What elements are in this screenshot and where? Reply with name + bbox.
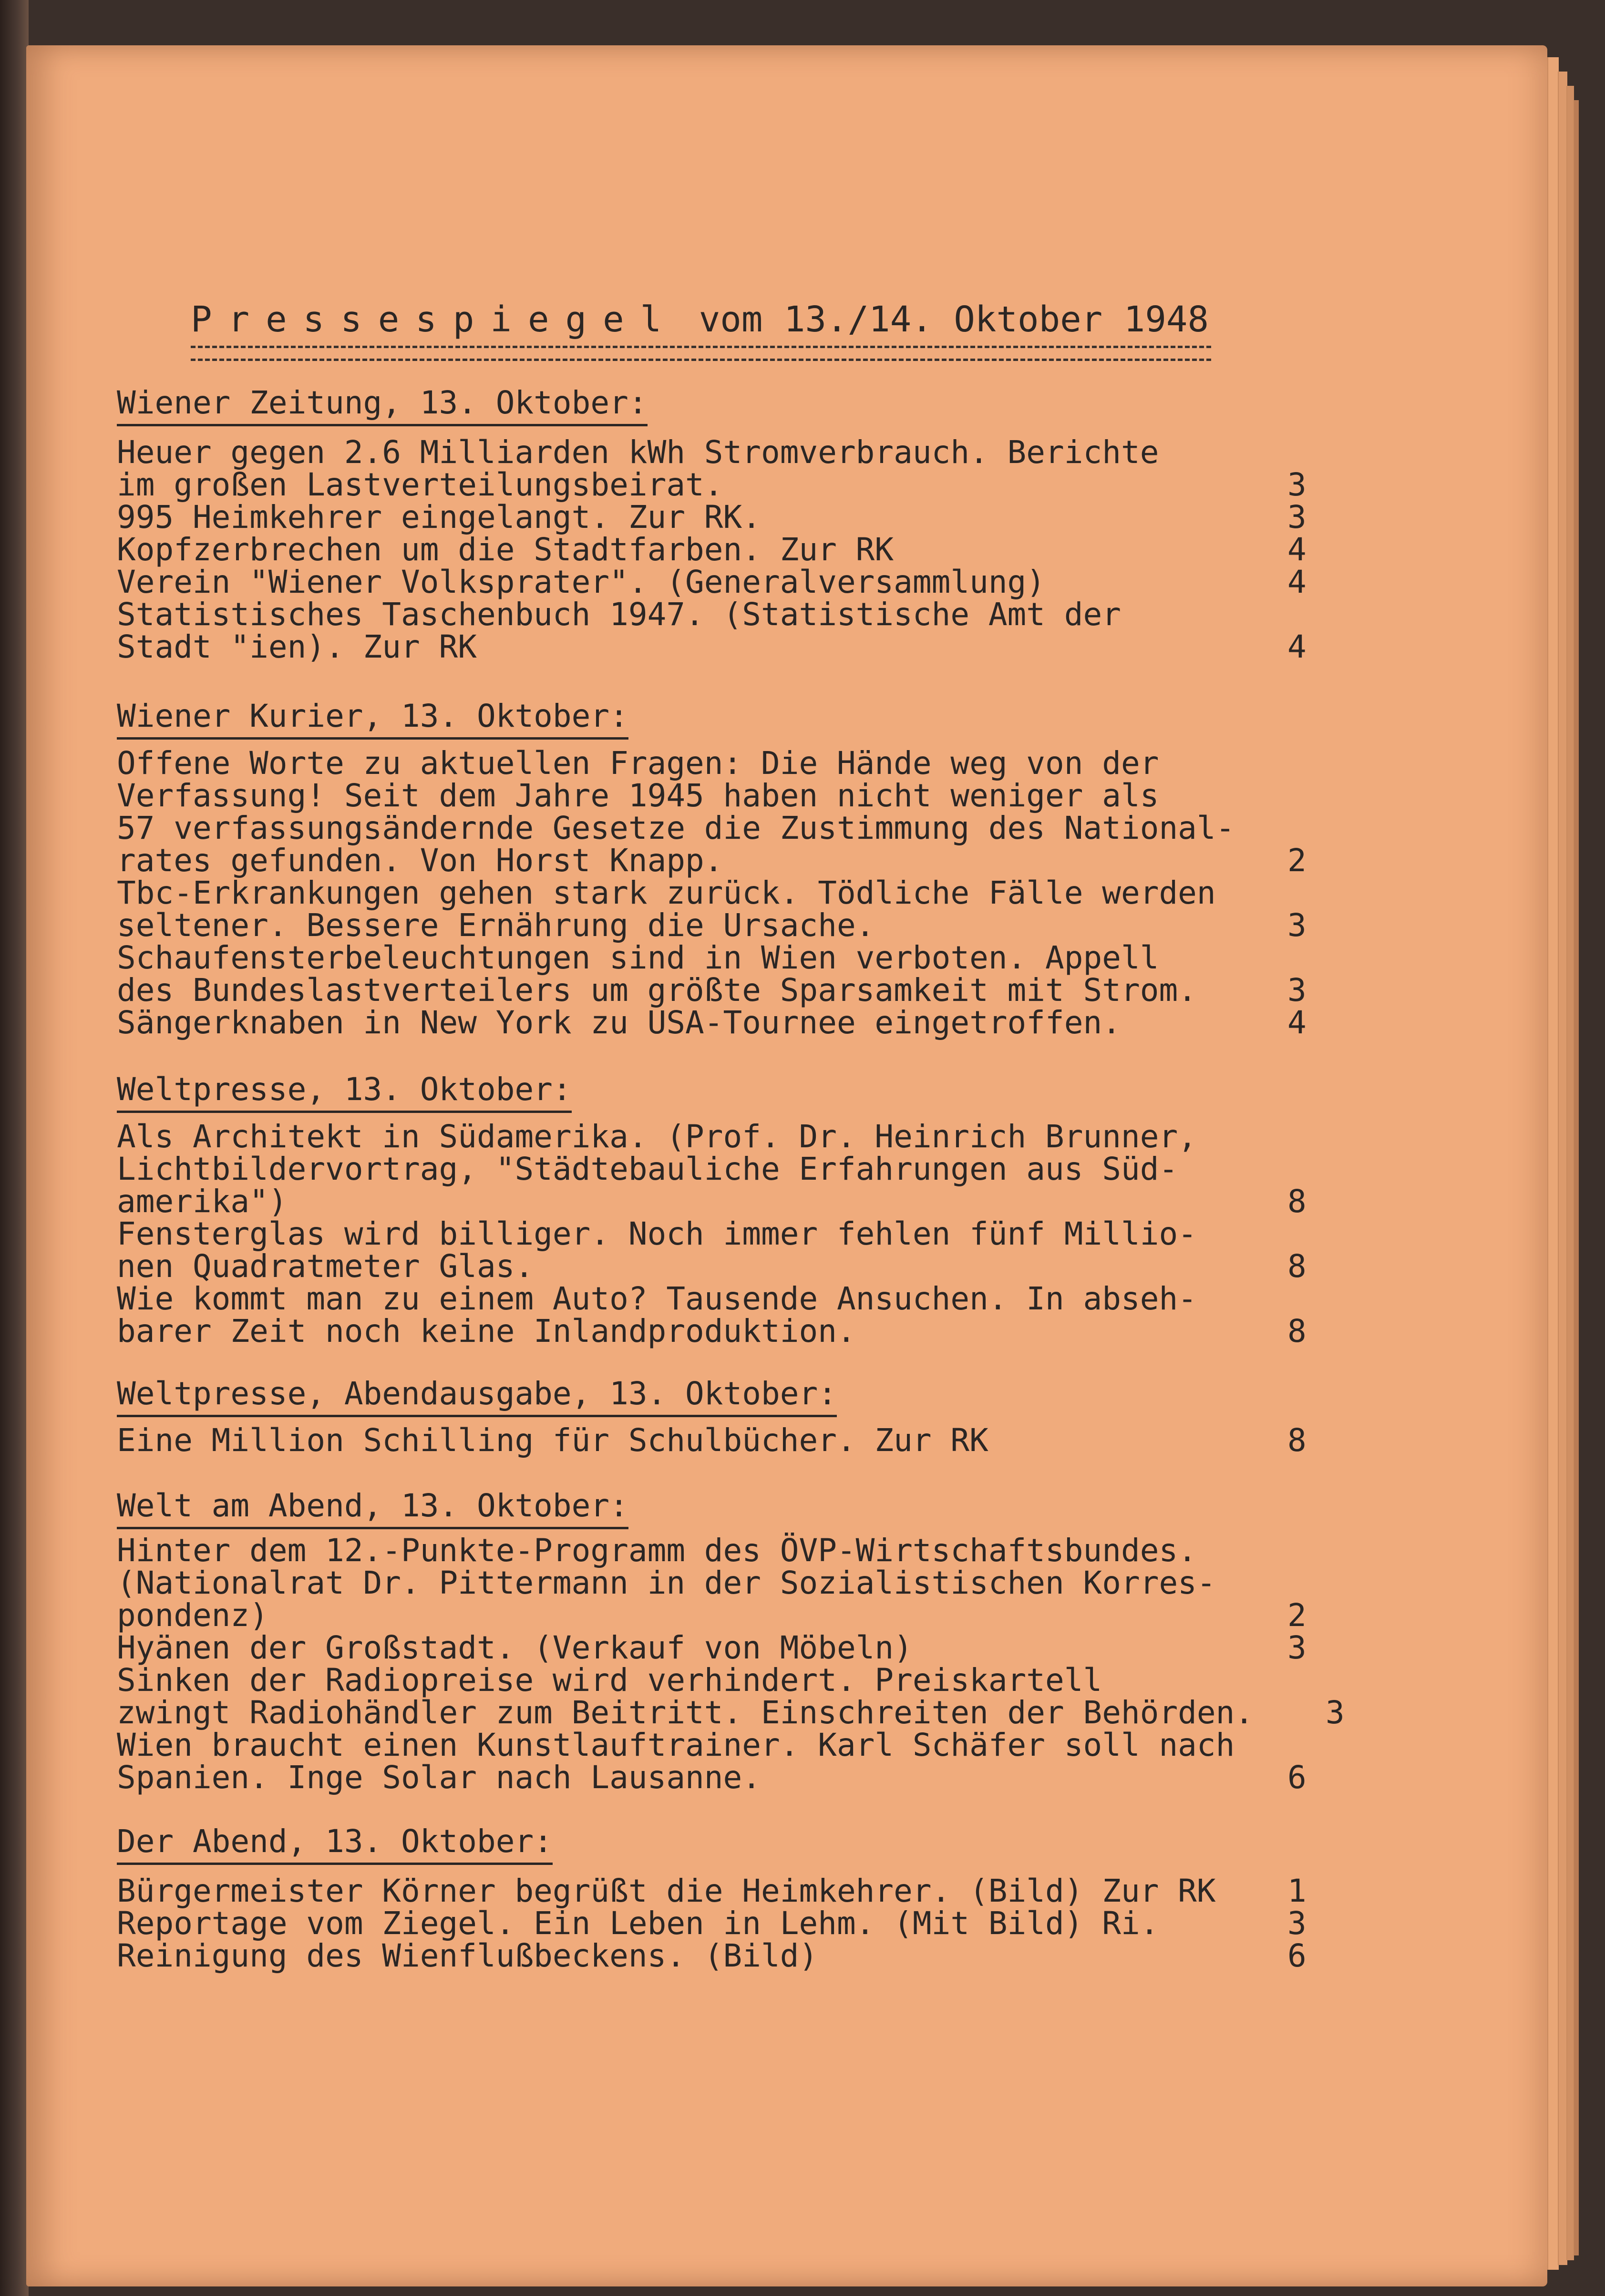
entry-line: nen Quadratmeter Glas. [117, 1248, 534, 1285]
entry-line: Wien braucht einen Kunstlauftrainer. Karl Schäfer soll nach [117, 1727, 1235, 1763]
entry-line: Schaufensterbeleuchtungen sind in Wien verboten. Appell [117, 939, 1159, 976]
entry-line: pondenz) [117, 1597, 268, 1634]
page-number: 3 [1287, 466, 1307, 503]
entry-line: Fensterglas wird billiger. Noch immer fehlen fünf Millio- [117, 1215, 1197, 1252]
entry-line: des Bundeslastverteilers um größte Sparsamkeit mit Strom. [117, 972, 1197, 1009]
page-number: 8 [1287, 1422, 1307, 1459]
section-heading: Wiener Zeitung, 13. Oktober: [117, 384, 648, 426]
entry-line: Lichtbildervortrag, "Städtebauliche Erfahrungen aus Süd- [117, 1151, 1178, 1187]
entry-line: Statistisches Taschenbuch 1947. (Statistische Amt der [117, 596, 1121, 633]
entry-line: Verfassung! Seit dem Jahre 1945 haben nicht weniger als [117, 777, 1159, 814]
page-edge [1558, 72, 1567, 2265]
page-edge [1547, 57, 1559, 2270]
entry-line: Kopfzerbrechen um die Stadtfarben. Zur RK [117, 531, 894, 568]
entry-line: amerika") [117, 1183, 288, 1220]
page-number: 1 [1287, 1873, 1307, 1909]
entry-line: Eine Million Schilling für Schulbücher. Zur RK [117, 1422, 988, 1459]
entry-line: Sängerknaben in New York zu USA-Tournee eingetroffen. [117, 1004, 1121, 1041]
entry-line: Bürgermeister Körner begrüßt die Heimkehrer. (Bild) Zur RK [117, 1873, 1216, 1909]
entry-line: barer Zeit noch keine Inlandproduktion. [117, 1313, 856, 1349]
title-word: Pressespiegel [191, 299, 678, 340]
entry-line: seltener. Bessere Ernährung die Ursache. [117, 907, 875, 944]
section-heading: Wiener Kurier, 13. Oktober: [117, 697, 628, 740]
section-heading: Der Abend, 13. Oktober: [117, 1822, 553, 1865]
book-binding [0, 0, 29, 2296]
entry-line: Spanien. Inge Solar nach Lausanne. [117, 1759, 761, 1796]
entry-line: Reportage vom Ziegel. Ein Leben in Lehm. (Mit Bild) Ri. [117, 1905, 1159, 1942]
page-number: 3 [1287, 1629, 1307, 1666]
entry-line: Wie kommt man zu einem Auto? Tausende Ansuchen. In abseh- [117, 1280, 1197, 1317]
page-number: 4 [1287, 564, 1307, 600]
title-date: vom 13./14. Oktober 1948 [699, 299, 1209, 340]
page-number: 2 [1287, 842, 1307, 879]
entry-line: (Nationalrat Dr. Pittermann in der Sozialistischen Korres- [117, 1565, 1216, 1601]
entry-line: Tbc-Erkrankungen gehen stark zurück. Tödliche Fälle werden [117, 875, 1216, 911]
page-number: 3 [1326, 1694, 1345, 1731]
page-number: 4 [1287, 628, 1307, 665]
page-number: 8 [1287, 1183, 1307, 1220]
page-edge [1573, 100, 1579, 2255]
entry-line: Stadt "ien). Zur RK [117, 628, 477, 665]
entry-line: Als Architekt in Südamerika. (Prof. Dr. Heinrich Brunner, [117, 1118, 1197, 1155]
entry-line: rates gefunden. Von Horst Knapp. [117, 842, 723, 879]
entry-line: 995 Heimkehrer eingelangt. Zur RK. [117, 499, 761, 535]
document-title [191, 296, 1216, 343]
section-heading: Welt am Abend, 13. Oktober: [117, 1487, 628, 1529]
entry-line: Hinter dem 12.-Punkte-Programm des ÖVP-Wirtschaftsbundes. [117, 1532, 1197, 1569]
page-number: 8 [1287, 1313, 1307, 1349]
entry-line: Offene Worte zu aktuellen Fragen: Die Hände weg von der [117, 745, 1159, 782]
page-number: 6 [1287, 1937, 1307, 1974]
page-number: 4 [1287, 1004, 1307, 1041]
entry-line: Verein "Wiener Volksprater". (Generalversammlung) [117, 564, 1046, 600]
page-number: 8 [1287, 1248, 1307, 1285]
title-double-rule [191, 346, 1211, 361]
section-heading: Weltpresse, Abendausgabe, 13. Oktober: [117, 1375, 837, 1417]
entry-line: Reinigung des Wienflußbeckens. (Bild) [117, 1937, 818, 1974]
entry-line: im großen Lastverteilungsbeirat. [117, 466, 723, 503]
entry-line: Heuer gegen 2.6 Milliarden kWh Stromverbrauch. Berichte [117, 434, 1159, 471]
page-number: 3 [1287, 1905, 1307, 1942]
entry-line: Sinken der Radiopreise wird verhindert. Preiskartell [117, 1662, 1102, 1699]
page-number: 3 [1287, 907, 1307, 944]
page-number: 2 [1287, 1597, 1307, 1634]
page-number: 3 [1287, 499, 1307, 535]
entry-line: 57 verfassungsändernde Gesetze die Zustimmung des National- [117, 810, 1235, 846]
section-heading: Weltpresse, 13. Oktober: [117, 1071, 572, 1113]
entry-line: Hyänen der Großstadt. (Verkauf von Möbeln) [117, 1629, 913, 1666]
page-number: 3 [1287, 972, 1307, 1009]
page-number: 6 [1287, 1759, 1307, 1796]
entry-line: zwingt Radiohändler zum Beitritt. Einschreiten der Behörden. [117, 1694, 1254, 1731]
page-number: 4 [1287, 531, 1307, 568]
